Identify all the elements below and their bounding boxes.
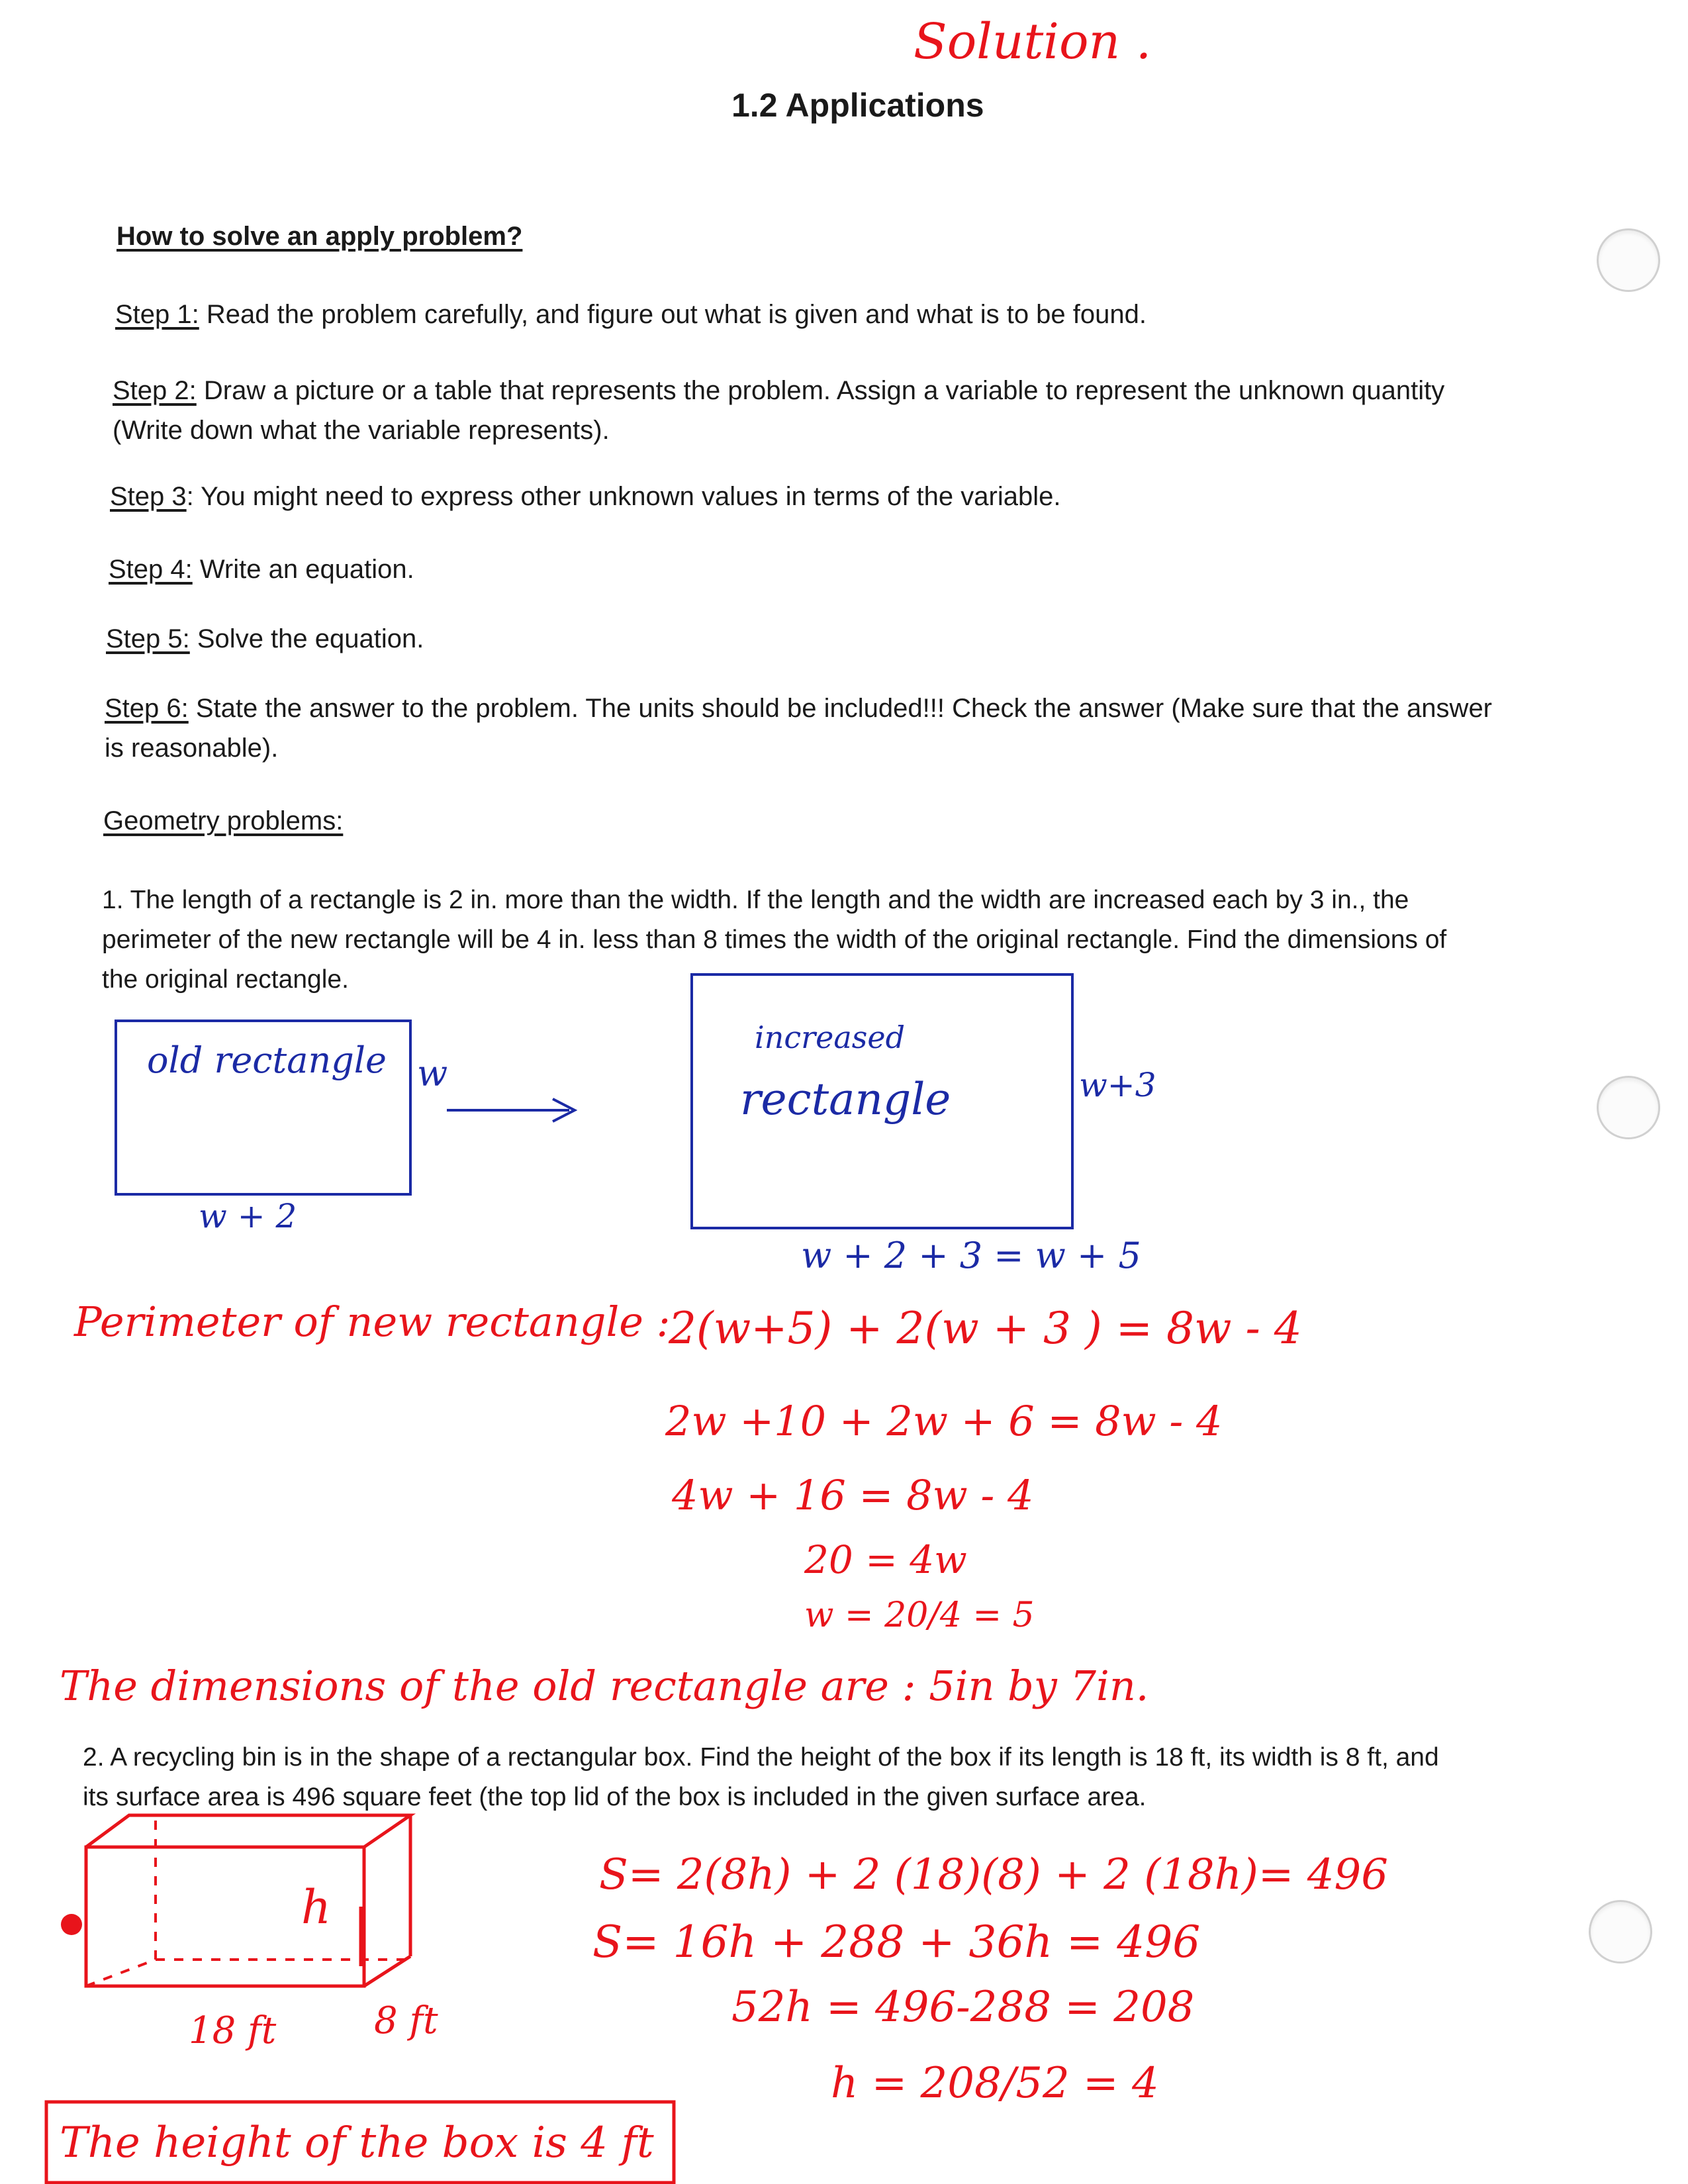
solution-1-line-4: 20 = 4w: [804, 1537, 967, 1582]
increased-label-2: rectangle: [740, 1074, 951, 1125]
step-text-cont: is reasonable).: [105, 734, 279, 763]
page-title: 1.2 Applications: [731, 87, 984, 124]
solution-2-line-2: S= 16h + 288 + 36h = 496: [592, 1917, 1201, 1968]
solution-1-line-2: 2w +10 + 2w + 6 = 8w - 4: [665, 1397, 1223, 1445]
old-side-label: w: [417, 1053, 448, 1094]
step-text: State the answer to the problem. The units should be included!!! Check the answer (Make sure that the answer: [188, 694, 1493, 723]
solution-1-line-1: 2(w+5) + 2(w + 3 ) = 8w - 4: [669, 1303, 1302, 1354]
box-height-label: h: [301, 1880, 332, 1934]
old-label-word-2: rectangle: [214, 1039, 387, 1081]
step-text-cont: (Write down what the variable represents).: [113, 416, 610, 445]
step-label: Step 5:: [106, 624, 190, 653]
perimeter-prefix: Perimeter of new rectangle :: [74, 1298, 671, 1346]
step-text: : You might need to express other unknown values in terms of the variable.: [186, 482, 1061, 511]
step-label: Step 4:: [109, 555, 193, 584]
geometry-heading: Geometry problems:: [103, 806, 344, 835]
step-text: Draw a picture or a table that represents the problem. Assign a variable to represent the unknown quantity: [196, 376, 1445, 405]
problem-1-line-1: 1. The length of a rectangle is 2 in. more than the width. If the length and the width are increased each by 3 in., the: [102, 886, 1409, 914]
solution-note: Solution .: [914, 13, 1152, 70]
problem-2-line-1: 2. A recycling bin is in the shape of a rectangular box. Find the height of the box if its length is 18 ft, its width is 8 ft, and: [83, 1743, 1439, 1772]
step-label: Step 6:: [105, 694, 189, 723]
solution-1-line-3: 4w + 16 = 8w - 4: [672, 1471, 1034, 1519]
step-text: Write an equation.: [192, 555, 414, 584]
answer-1: The dimensions of the old rectangle are : 5in by 7in.: [60, 1662, 1149, 1710]
step-label: Step 2:: [113, 376, 197, 405]
solution-1-line-5: w = 20/4 = 5: [804, 1595, 1035, 1635]
old-bottom-label: w + 2: [199, 1197, 297, 1235]
box-length-label: 18 ft: [189, 2009, 277, 2052]
problem-1-line-3: the original rectangle.: [102, 965, 349, 994]
solution-2-line-4: h = 208/52 = 4: [831, 2059, 1159, 2108]
solution-2-line-1: S= 2(8h) + 2 (18)(8) + 2 (18h)= 496: [599, 1850, 1388, 1899]
step-label: Step 3: [110, 482, 187, 511]
step-text: Read the problem carefully, and figure out what is given and what is to be found.: [199, 300, 1147, 329]
problem-1-line-2: perimeter of the new rectangle will be 4 in. less than 8 times the width of the original rectangle. Find the dimensions of: [102, 926, 1447, 954]
answer-2: The height of the box is 4 ft: [60, 2118, 654, 2167]
old-label-word: old: [147, 1039, 203, 1081]
increased-side-label: w+3: [1079, 1066, 1156, 1104]
increased-bottom-label: w + 2 + 3 = w + 5: [801, 1235, 1141, 1276]
ink-blot: [61, 1914, 82, 1935]
box-top-face: [86, 1815, 410, 1847]
step-text: Solve the equation.: [189, 624, 424, 653]
box-width-label: 8 ft: [374, 1999, 438, 2042]
box-hidden-edge: [86, 1960, 156, 1986]
increased-label-1: increased: [755, 1020, 906, 1055]
problem-2-line-2: its surface area is 496 square feet (the top lid of the box is included in the given surface area.: [83, 1783, 1147, 1811]
solution-2-line-3: 52h = 496-288 = 208: [731, 1983, 1195, 2032]
step-label: Step 1:: [115, 300, 199, 329]
howto-heading: How to solve an apply problem?: [117, 222, 523, 251]
